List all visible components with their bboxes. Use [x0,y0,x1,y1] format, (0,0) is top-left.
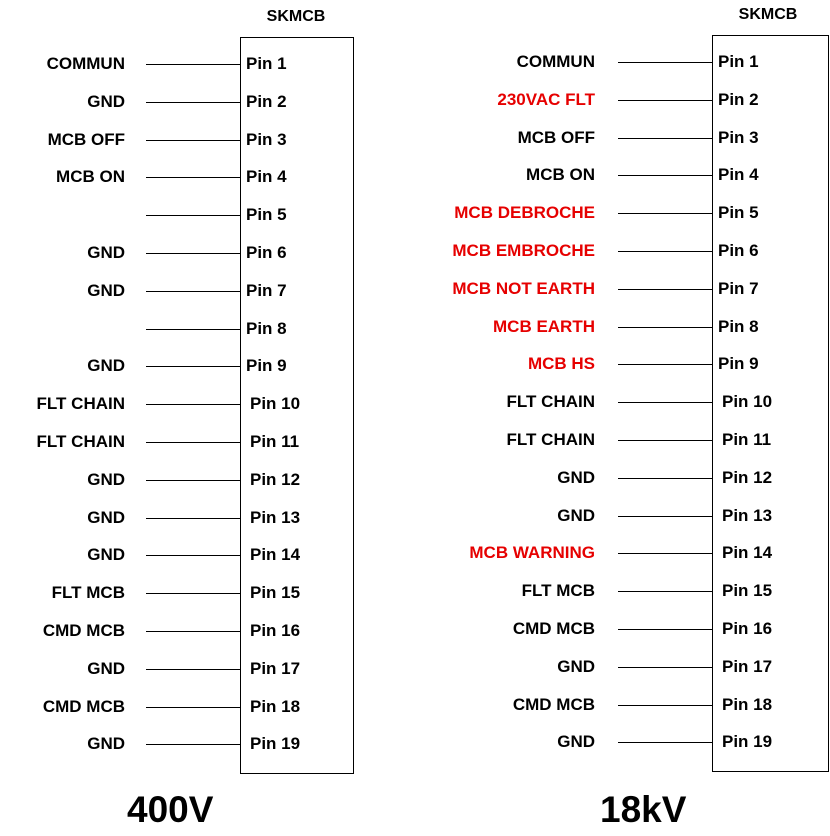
pin-number: Pin 9 [718,354,759,374]
voltage-label: 18kV [600,789,687,830]
pin-number: Pin 7 [246,280,287,300]
pin-number: Pin 19 [250,734,301,754]
pin-row [0,91,400,113]
wire-line [146,707,240,708]
panel-400v [0,0,400,836]
signal-label: MCB OFF [517,127,595,147]
signal-label: FLT CHAIN [36,432,125,451]
wire-line [618,667,712,668]
wire-line [618,289,712,290]
signal-label: GND [557,656,595,676]
wire-line [618,478,712,479]
pin-row [400,89,830,111]
pin-row [0,469,400,491]
wire-line [146,366,240,367]
pin-number: Pin 4 [718,165,759,185]
pin-number: Pin 18 [722,694,773,714]
pin-row [0,733,400,755]
pin-number: Pin 10 [250,394,301,414]
pin-number: Pin 3 [246,129,287,149]
pin-row [0,620,400,642]
pin-row [400,542,830,564]
pin-number: Pin 7 [718,278,759,298]
wire-line [618,213,712,214]
pin-row [0,242,400,264]
pin-row [0,507,400,529]
signal-label: GND [87,469,125,489]
pin-number: Pin 18 [250,696,301,716]
pin-number: Pin 16 [250,621,301,640]
pin-row [400,694,830,716]
wire-line [146,329,240,330]
signal-label: GND [87,243,125,262]
pin-row [400,467,830,489]
panel-18kv [400,0,830,836]
signal-label: COMMUN [46,54,125,73]
wire-line [146,102,240,103]
pin-row [400,731,830,753]
pin-row [400,656,830,678]
signal-label: GND [87,545,125,565]
pin-row [0,544,400,566]
signal-label: CMD MCB [512,694,595,714]
signal-label: MCB EMBROCHE [452,241,595,260]
wire-line [146,64,240,65]
pin-number: Pin 2 [246,91,287,111]
voltage-label: 400V [127,789,214,830]
wire-line [146,442,240,443]
pin-row [0,166,400,188]
pin-number: Pin 3 [718,127,759,147]
pin-row [400,127,830,149]
pin-row [400,505,830,527]
pin-row [0,53,400,75]
connector-title: SKMCB [738,6,798,23]
pin-number: Pin 6 [718,241,759,260]
signal-label: 230VAC FLT [497,89,595,109]
connector-title: SKMCB [266,8,326,25]
wire-line [146,253,240,254]
wire-line [146,744,240,745]
wire-line [146,140,240,141]
signal-label: GND [557,505,595,525]
pin-number: Pin 16 [722,619,773,638]
signal-label: MCB ON [56,167,125,187]
pin-row [0,204,400,226]
pin-row [400,618,830,640]
signal-label: GND [87,734,125,754]
pin-number: Pin 13 [722,505,773,525]
pin-row [0,355,400,377]
pin-number: Pin 10 [722,392,773,412]
wire-line [618,251,712,252]
signal-label: GND [87,280,125,300]
wire-line [146,177,240,178]
wire-line [618,62,712,63]
signal-label: FLT CHAIN [506,392,595,412]
signal-label: MCB DEBROCHE [454,203,595,223]
wire-line [146,669,240,670]
pin-row [400,316,830,338]
wire-line [618,591,712,592]
wire-line [618,629,712,630]
pin-row [0,696,400,718]
wire-line [618,364,712,365]
wire-line [618,742,712,743]
signal-label: MCB OFF [47,129,125,149]
wire-line [146,404,240,405]
pin-row [0,129,400,151]
pin-number: Pin 4 [246,167,287,187]
wire-line [146,215,240,216]
pin-number: Pin 1 [246,54,287,73]
pin-number: Pin 17 [250,658,301,678]
signal-label: FLT CHAIN [36,394,125,414]
pin-row [0,582,400,604]
pin-number: Pin 8 [718,316,759,336]
wire-line [618,327,712,328]
signal-label: CMD MCB [42,621,125,640]
pin-number: Pin 1 [718,52,759,71]
wire-line [618,402,712,403]
signal-label: GND [87,91,125,111]
signal-label: MCB WARNING [469,543,595,563]
wire-line [618,175,712,176]
wire-line [146,291,240,292]
signal-label: MCB EARTH [493,316,595,336]
pin-row [0,658,400,680]
signal-label: MCB ON [526,165,595,185]
pin-row [400,202,830,224]
signal-label: FLT MCB [521,581,595,601]
pin-number: Pin 11 [250,432,300,451]
signal-label: GND [557,732,595,752]
pin-number: Pin 14 [250,545,301,565]
signal-label: FLT CHAIN [506,430,595,449]
pin-number: Pin 8 [246,318,287,338]
wire-line [618,100,712,101]
signal-label: GND [87,507,125,527]
pin-number: Pin 17 [722,656,773,676]
wire-line [146,631,240,632]
pin-row [400,580,830,602]
pin-row [400,391,830,413]
wire-line [618,440,712,441]
pin-row [400,429,830,451]
pin-row [400,278,830,300]
pin-number: Pin 2 [718,89,759,109]
pin-number: Pin 14 [722,543,773,563]
pin-row [400,240,830,262]
wire-line [618,553,712,554]
pin-number: Pin 13 [250,507,301,527]
signal-label: MCB NOT EARTH [452,278,595,298]
wire-line [146,593,240,594]
signal-label: GND [557,467,595,487]
wire-line [146,480,240,481]
signal-label: GND [87,658,125,678]
wire-line [618,516,712,517]
pin-row [400,51,830,73]
signal-label: MCB HS [527,354,595,374]
pin-number: Pin 9 [246,356,287,376]
pin-number: Pin 12 [250,469,301,489]
pin-row [0,393,400,415]
wire-line [146,518,240,519]
pin-row [0,431,400,453]
pin-row [0,280,400,302]
pin-number: Pin 11 [722,430,772,449]
wire-line [146,555,240,556]
signal-label: COMMUN [516,52,595,71]
pin-number: Pin 12 [722,467,773,487]
pin-row [400,353,830,375]
signal-label: FLT MCB [51,583,125,603]
wire-line [618,138,712,139]
pin-number: Pin 19 [722,732,773,752]
wire-line [618,705,712,706]
pin-row [400,164,830,186]
pin-row [0,318,400,340]
pin-number: Pin 15 [250,583,301,603]
pin-number: Pin 6 [246,243,287,262]
signal-label: CMD MCB [512,619,595,638]
signal-label: GND [87,356,125,376]
signal-label: CMD MCB [42,696,125,716]
pin-number: Pin 15 [722,581,773,601]
pin-number: Pin 5 [718,203,759,223]
pin-number: Pin 5 [246,205,287,225]
